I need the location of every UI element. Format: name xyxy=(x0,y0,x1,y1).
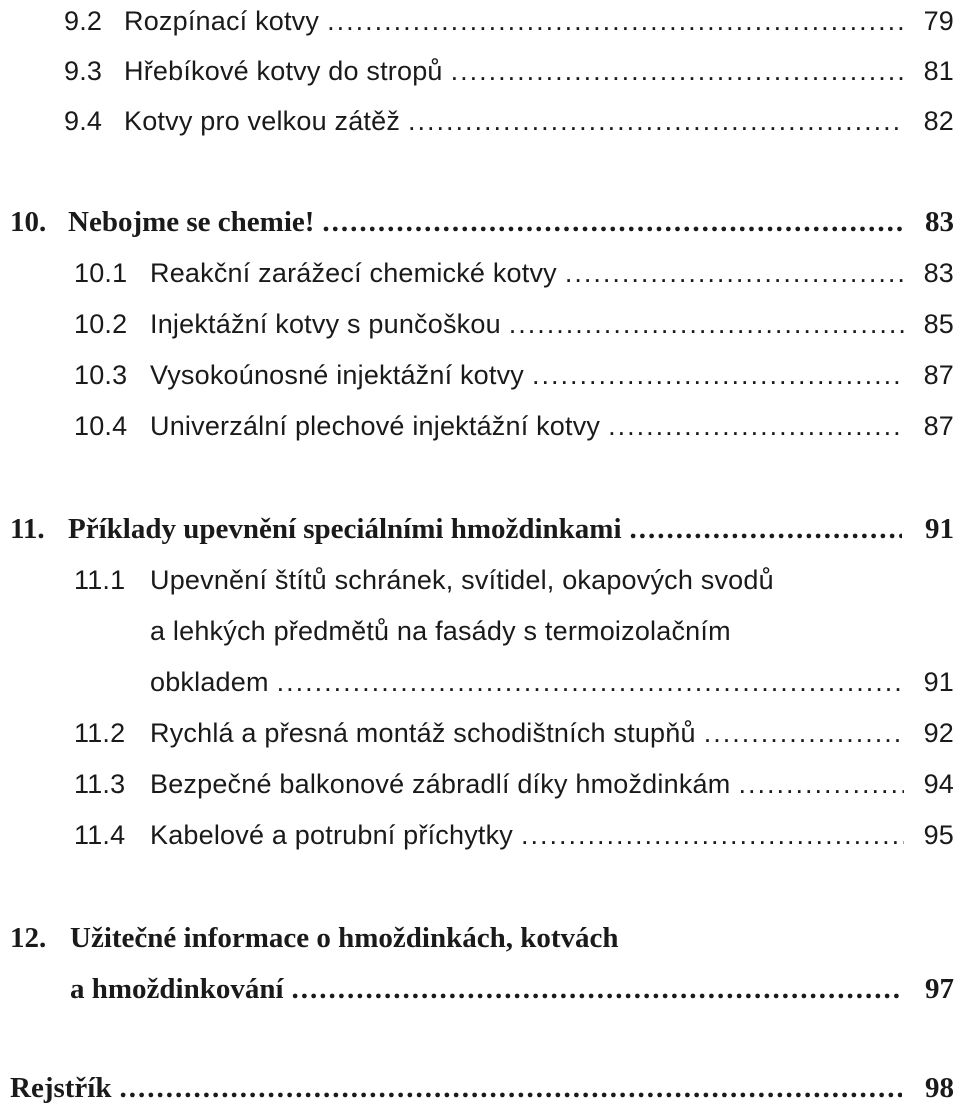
chapter-title: Užitečné informace o hmoždinkách, kotvách xyxy=(70,922,619,954)
toc-entry-11-1-line2 xyxy=(0,606,960,656)
section-title: Reakční zarážecí chemické kotvy xyxy=(150,258,557,288)
page-number: 91 xyxy=(923,667,954,697)
page-number: 94 xyxy=(923,769,954,799)
dot-leader xyxy=(532,350,904,400)
section-title: Kabelové a potrubní příchytky xyxy=(150,820,514,850)
section-title: Bezpečné balkonové zábradlí díky hmoždinkám xyxy=(150,769,731,799)
toc-entry-9-2[interactable] xyxy=(0,0,960,46)
toc-entry-10-3[interactable] xyxy=(0,350,960,400)
page-number: 83 xyxy=(925,206,954,238)
toc-entry-9-4[interactable] xyxy=(0,96,960,146)
chapter-number: 10. xyxy=(10,206,47,238)
section-number: 10.3 xyxy=(74,360,128,390)
page-number: 91 xyxy=(925,513,954,545)
dot-leader xyxy=(738,759,904,809)
chapter-title: Příklady upevnění speciálními hmoždinkami xyxy=(68,513,622,545)
section-number: 11.4 xyxy=(74,820,126,850)
page-number: 85 xyxy=(923,309,954,339)
toc-entry-11-2[interactable] xyxy=(0,708,960,758)
page-number: 79 xyxy=(923,6,954,36)
dot-leader xyxy=(509,299,904,349)
toc-entry-11-1-line3[interactable] xyxy=(0,657,960,707)
chapter-title: Nebojme se chemie! xyxy=(68,206,315,238)
page-number: 87 xyxy=(923,411,954,441)
section-number: 11.2 xyxy=(74,718,126,748)
toc-chapter-10[interactable] xyxy=(0,197,960,247)
section-title-continued: obkladem xyxy=(150,667,269,697)
section-title: Injektážní kotvy s punčoškou xyxy=(150,309,501,339)
page-number: 95 xyxy=(923,820,954,850)
page-number: 97 xyxy=(925,973,954,1005)
page-number: 98 xyxy=(925,1072,954,1104)
section-title: Rychlá a přesná montáž schodištních stupňů xyxy=(150,718,696,748)
toc-chapter-11[interactable] xyxy=(0,504,960,554)
section-number: 9.3 xyxy=(64,56,103,86)
section-number: 11.3 xyxy=(74,769,126,799)
toc-chapter-12-line2[interactable] xyxy=(0,964,960,1014)
section-title-continued: a lehkých předmětů na fasády s termoizolačním xyxy=(150,616,731,646)
dot-leader xyxy=(292,964,902,1014)
dot-leader xyxy=(521,810,904,860)
toc-index[interactable] xyxy=(0,1063,960,1113)
toc-entry-11-1-line1[interactable] xyxy=(0,555,960,605)
dot-leader xyxy=(451,46,904,96)
dot-leader xyxy=(630,504,902,554)
toc-entry-10-1[interactable] xyxy=(0,248,960,298)
section-title: Vysokoúnosné injektážní kotvy xyxy=(150,360,525,390)
dot-leader xyxy=(277,657,904,707)
section-title: Univerzální plechové injektážní kotvy xyxy=(150,411,601,441)
page-number: 81 xyxy=(923,56,954,86)
section-title: Upevnění štítů schránek, svítidel, okapových svodů xyxy=(150,565,774,595)
chapter-title-continued: a hmoždinkování xyxy=(70,973,284,1005)
section-number: 10.4 xyxy=(74,411,128,441)
chapter-number: 11. xyxy=(10,513,45,545)
index-title: Rejstřík xyxy=(10,1072,112,1104)
toc-chapter-12-line1[interactable] xyxy=(0,913,960,963)
section-number: 11.1 xyxy=(74,565,126,595)
dot-leader xyxy=(408,96,904,146)
section-title: Rozpínací kotvy xyxy=(124,6,320,36)
dot-leader xyxy=(322,197,902,247)
section-number: 10.1 xyxy=(74,258,128,288)
section-number: 9.4 xyxy=(64,106,103,136)
page-number: 87 xyxy=(923,360,954,390)
toc-entry-11-4[interactable] xyxy=(0,810,960,860)
toc-entry-11-3[interactable] xyxy=(0,759,960,809)
dot-leader xyxy=(608,401,904,451)
dot-leader xyxy=(704,708,904,758)
section-title: Kotvy pro velkou zátěž xyxy=(124,106,401,136)
section-number: 9.2 xyxy=(64,6,103,36)
page-number: 92 xyxy=(923,718,954,748)
toc-entry-9-3[interactable] xyxy=(0,46,960,96)
toc-entry-10-4[interactable] xyxy=(0,401,960,451)
page-number: 83 xyxy=(923,258,954,288)
toc-entry-10-2[interactable] xyxy=(0,299,960,349)
section-number: 10.2 xyxy=(74,309,128,339)
section-title: Hřebíkové kotvy do stropů xyxy=(124,56,443,86)
dot-leader xyxy=(327,0,904,46)
chapter-number: 12. xyxy=(10,922,47,954)
dot-leader xyxy=(565,248,904,298)
dot-leader xyxy=(119,1063,902,1113)
page-number: 82 xyxy=(923,106,954,136)
